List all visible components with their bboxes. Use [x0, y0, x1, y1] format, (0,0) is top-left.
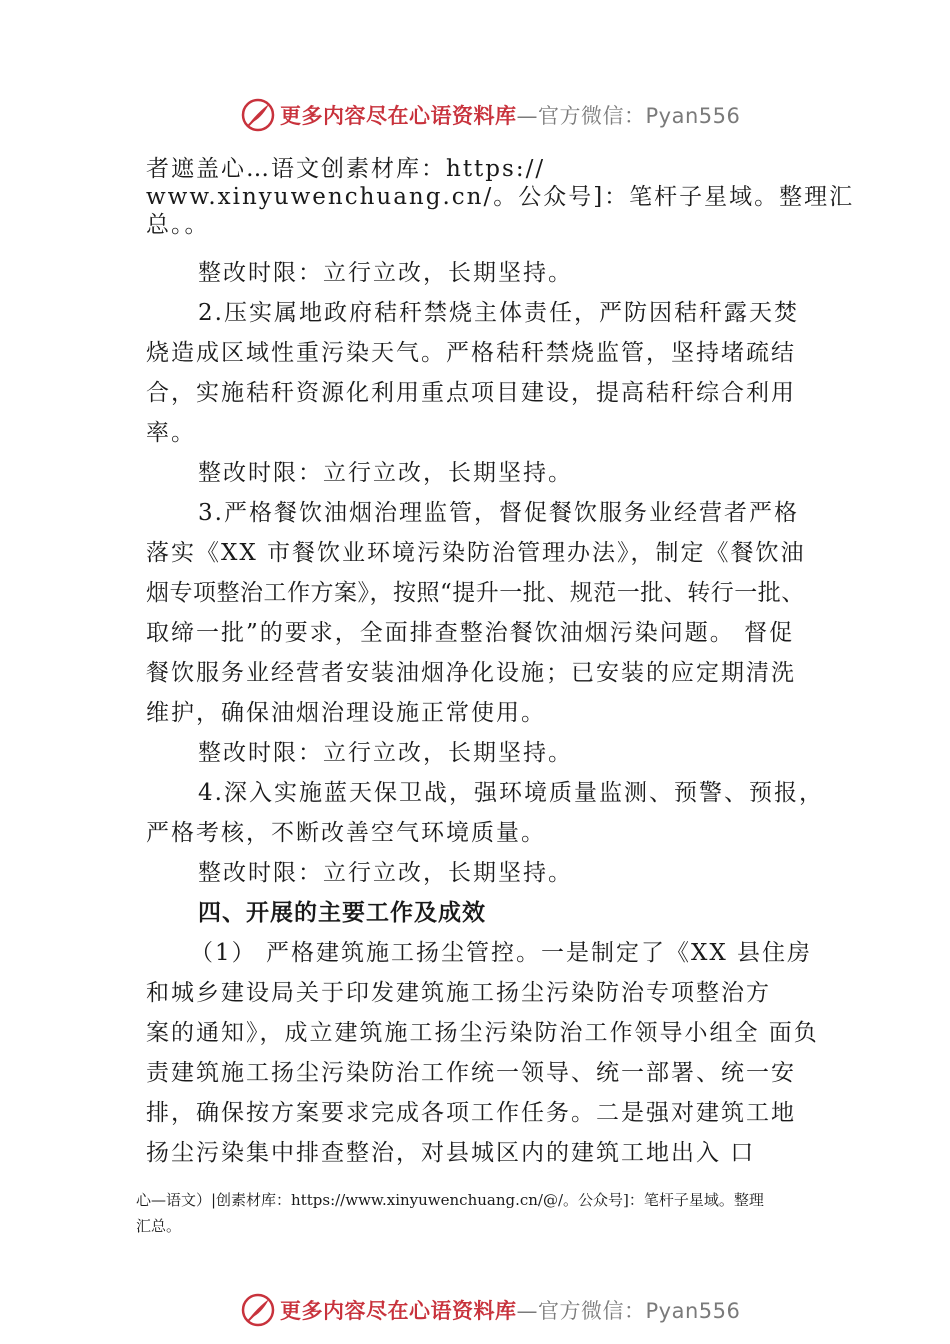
page-footer: [136, 1187, 856, 1239]
paragraph-line: 和城乡建设局关于印发建筑施工扬尘污染防治专项整治方: [146, 980, 771, 1006]
section-heading: 四、开展的主要工作及成效: [198, 900, 486, 926]
banner-main-text: 更多内容尽在心语资料库: [280, 103, 517, 128]
paragraph-line: 烟专项整治工作方案》，按照“提升一批、规范一批、转行一批、: [146, 580, 805, 606]
paragraph-line: 合，实施秸秆资源化利用重点项目建设，提高秸秆综合利用: [146, 380, 796, 406]
paragraph-line: 扬尘污染集中排查整治，对县城区内的建筑工地出入 口: [146, 1140, 756, 1166]
paragraph-line: 取缔一批”的要求，全面排查整治餐饮油烟污染问题。 督促: [146, 620, 795, 646]
text-line: www.xinyuwenchuang.cn/。公众号]：笔杆子星域。整理汇: [146, 184, 855, 210]
paragraph-line: 2.压实属地政府秸秆禁烧主体责任，严防因秸秆露天焚: [198, 300, 799, 326]
banner-sub-text: —官方微信：Pyan556: [516, 104, 741, 128]
paragraph-line: 排，确保按方案要求完成各项工作任务。二是强对建筑工地: [146, 1100, 796, 1126]
paragraph-line: 率。: [146, 420, 196, 446]
footer-line: 汇总。: [136, 1217, 182, 1235]
paragraph-line: 落实《XX 市餐饮业环境污染防治管理办法》，制定《餐饮油: [146, 540, 806, 566]
deadline-line: 整改时限：立行立改，长期坚持。: [198, 740, 573, 766]
text-line: 总。。: [146, 212, 210, 238]
paragraph-line: 责建筑施工扬尘污染防治工作统一领导、统一部署、统一安: [146, 1060, 796, 1086]
text-line: 者遮盖心…语文创素材库：https://: [146, 156, 546, 182]
deadline-line: 整改时限：立行立改，长期坚持。: [198, 860, 573, 886]
footer-banner: [240, 1290, 740, 1330]
footer-line: 心—语文）|创素材库：https://www.xinyuwenchuang.cn/@/。公众号]：笔杆子星域。整理: [136, 1191, 764, 1209]
quill-logo-icon: [240, 97, 276, 133]
paragraph-line: 4.深入实施蓝天保卫战，强环境质量监测、预警、预报，: [198, 780, 824, 806]
paragraph-line: 维护，确保油烟治理设施正常使用。: [146, 700, 546, 726]
header-banner: [240, 95, 740, 135]
paragraph-line: 餐饮服务业经营者安装油烟净化设施；已安装的应定期清洗: [146, 660, 796, 686]
paragraph-line: 严格考核，不断改善空气环境质量。: [146, 820, 546, 846]
deadline-line: 整改时限：立行立改，长期坚持。: [198, 260, 573, 286]
banner-main-text: 更多内容尽在心语资料库: [280, 1298, 517, 1323]
paragraph-line: 烧造成区域性重污染天气。严格秸秆禁烧监管，坚持堵疏结: [146, 340, 796, 366]
deadline-line: 整改时限：立行立改，长期坚持。: [198, 460, 573, 486]
paragraph-line: 3.严格餐饮油烟治理监管，督促餐饮服务业经营者严格: [198, 500, 799, 526]
banner-sub-text: —官方微信：Pyan556: [516, 1299, 741, 1323]
paragraph-line: （1） 严格建筑施工扬尘管控。一是制定了《XX 县住房: [190, 940, 813, 966]
paragraph-line: 案的通知》，成立建筑施工扬尘污染防治工作领导小组全 面负: [146, 1020, 819, 1046]
document-body: [146, 155, 855, 1173]
quill-logo-icon: [240, 1292, 276, 1328]
